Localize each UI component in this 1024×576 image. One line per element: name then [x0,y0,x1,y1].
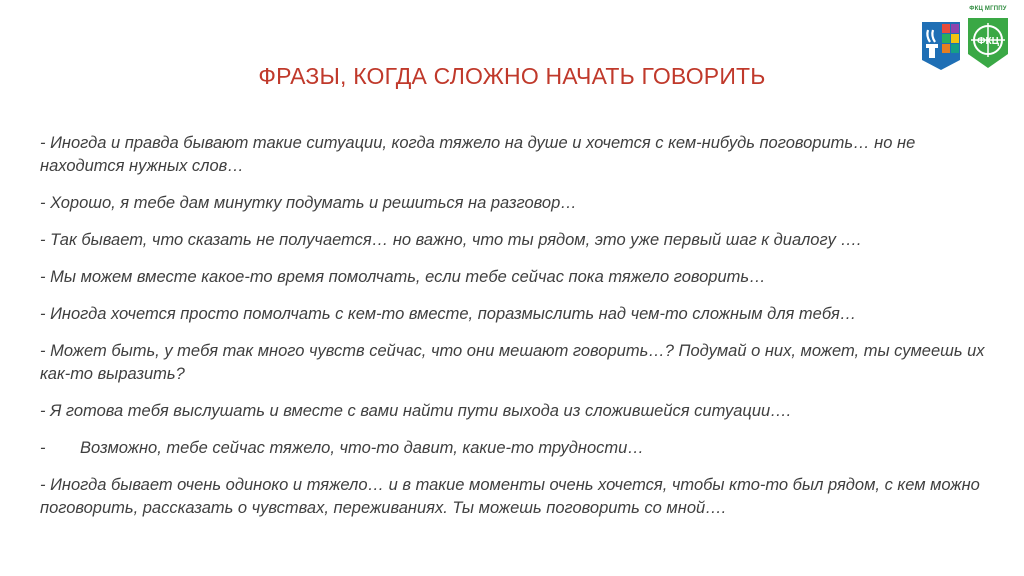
phrase-item: - Я готова тебя выслушать и вместе с вами найти пути выхода из сложившейся ситуации…. [40,402,792,420]
phrase-item: - Иногда и правда бывают такие ситуации, когда тяжело на душе и хочется с кем-нибудь поговорить… но не находится нужных слов… [40,134,916,175]
phrase-item: - Хорошо, я тебе дам минутку подумать и решиться на разговор… [40,194,577,212]
slide-title: ФРАЗЫ, КОГДА СЛОЖНО НАЧАТЬ ГОВОРИТЬ [258,63,766,89]
phrase-text: Возможно, тебе сейчас тяжело, что-то давит, какие-то трудности… [80,439,644,457]
phrase-text: Хорошо, я тебе дам минутку подумать и решиться на разговор… [50,194,577,212]
phrase-text: Иногда бывает очень одиноко и тяжело… и в такие моменты очень хочется, чтобы кто-то был рядом, с кем можно поговорить, рассказать о чувствах, переживаниях. Ты можешь поговорить со мной…. [40,476,980,517]
phrase-text: Мы можем вместе какое-то время помолчать, если тебе сейчас пока тяжело говорить… [50,268,766,286]
phrase-text: Я готова тебя выслушать и вместе с вами найти пути выхода из сложившейся ситуации…. [50,402,792,420]
phrase-list [40,132,1000,534]
phrase-item: - Мы можем вместе какое-то время помолчать, если тебе сейчас пока тяжело говорить… [40,268,766,286]
phrase-item: - Иногда хочется просто помолчать с кем-то вместе, поразмыслить над чем-то сложным для тебя… [40,305,857,323]
logo-caption: ФКЦ МГППУ [969,6,1007,12]
phrase-item: - Может быть, у тебя так много чувств сейчас, что они мешают говорить…? Подумай о них, может, ты сумеешь их как-то выразить? [40,342,985,383]
phrase-item: - Иногда бывает очень одиноко и тяжело… и в такие моменты очень хочется, чтобы кто-то был рядом, с кем можно поговорить, рассказать о чувствах, переживаниях. Ты можешь поговорить со мной…. [40,476,980,517]
phrase-text: Может быть, у тебя так много чувств сейчас, что они мешают говорить…? Подумай о них, может, ты сумеешь их как-то выразить? [40,342,985,383]
phrase-item: - Возможно, тебе сейчас тяжело, что-то давит, какие-то трудности… [40,439,644,457]
fkc-shield-icon [966,16,1010,70]
phrase-text: Так бывает, что сказать не получается… но важно, что ты рядом, это уже первый шаг к диалогу …. [50,231,862,249]
logo-badge-text: ФКЦ [977,36,999,47]
fkc-logo [966,6,1010,70]
phrase-text: Иногда хочется просто помолчать с кем-то вместе, поразмыслить над чем-то сложным для тебя… [50,305,857,323]
phrase-item: - Так бывает, что сказать не получается… но важно, что ты рядом, это уже первый шаг к диалогу …. [40,231,862,249]
phrase-text: Иногда и правда бывают такие ситуации, когда тяжело на душе и хочется с кем-нибудь поговорить… но не находится нужных слов… [40,134,916,175]
logos [914,6,1014,70]
